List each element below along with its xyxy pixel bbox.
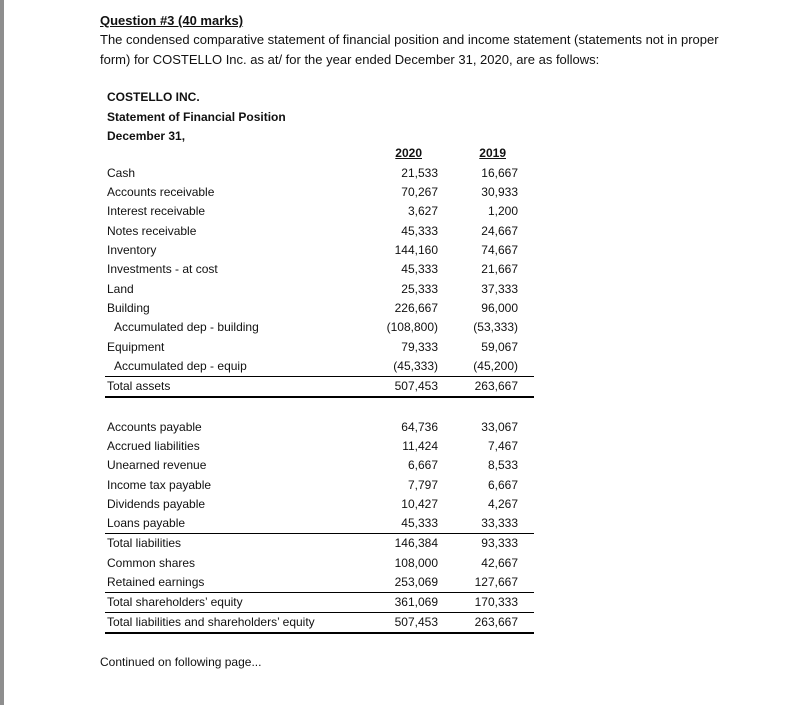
total-row [105, 377, 534, 398]
row-label: Land [107, 282, 134, 296]
table-row [105, 280, 534, 299]
value-2020: 226,667 [394, 301, 438, 315]
table-row [105, 183, 534, 202]
value-2020: 10,427 [401, 497, 438, 511]
value-2019: 8,533 [487, 458, 518, 472]
value-2019: 7,467 [487, 439, 518, 453]
row-label: Unearned revenue [107, 458, 207, 472]
value-2020: 507,453 [394, 379, 438, 393]
table-row [105, 418, 534, 437]
value-2019: 1,200 [487, 204, 518, 218]
table-row [105, 318, 534, 337]
value-2019: 24,667 [481, 224, 518, 238]
table-row [105, 476, 534, 495]
value-2020: 45,333 [401, 262, 438, 276]
table-row [105, 222, 534, 241]
year-2019-header: 2019 [479, 146, 506, 160]
value-2019: 74,667 [481, 243, 518, 257]
value-2020: 146,384 [394, 536, 438, 550]
question-title: Question #3 (40 marks) [100, 13, 244, 28]
value-2019: 33,333 [481, 516, 518, 530]
value-2020: (108,800) [386, 320, 438, 334]
row-label: Equipment [107, 340, 165, 354]
row-label: Total liabilities and shareholders’ equity [107, 615, 315, 629]
value-2019: 16,667 [481, 166, 518, 180]
value-2020: 79,333 [401, 340, 438, 354]
year-2020-header: 2020 [395, 146, 422, 160]
value-2020: 25,333 [401, 282, 438, 296]
table-row [105, 202, 534, 221]
table-row [105, 514, 534, 534]
value-2020: 7,797 [407, 478, 438, 492]
row-label: Retained earnings [107, 575, 205, 589]
value-2020: 11,424 [402, 439, 438, 453]
value-2019: 127,667 [474, 575, 518, 589]
subtotal-row [105, 593, 534, 613]
table-row [105, 554, 534, 573]
table-row [105, 338, 534, 357]
question-intro: The condensed comparative statement of financial position and income statement (statements not in proper form) for COSTELLO Inc. as at/ for the year ended December 31, 2020, are as follows: [100, 32, 719, 67]
company-name: COSTELLO INC. [107, 90, 200, 104]
table-row [105, 241, 534, 260]
row-label: Accounts receivable [107, 185, 215, 199]
row-label: Interest receivable [107, 204, 206, 218]
value-2020: 3,627 [407, 204, 438, 218]
row-label: Notes receivable [107, 224, 197, 238]
value-2019: 263,667 [474, 379, 518, 393]
statement-date: December 31, [107, 129, 186, 143]
value-2020: 21,533 [401, 166, 438, 180]
value-2020: 144,160 [394, 243, 438, 257]
value-2020: 253,069 [394, 575, 438, 589]
value-2019: 6,667 [487, 478, 518, 492]
row-label: Total assets [107, 379, 171, 393]
row-label: Inventory [107, 243, 157, 257]
value-2019: 30,933 [481, 185, 518, 199]
value-2019: (53,333) [473, 320, 518, 334]
row-label: Accumulated dep - equip [114, 359, 247, 373]
left-border [0, 0, 4, 705]
value-2019: 42,667 [481, 556, 518, 570]
table-row [105, 357, 534, 377]
value-2019: 93,333 [481, 536, 518, 550]
row-label: Building [107, 301, 150, 315]
continued-note: Continued on following page... [100, 655, 262, 669]
value-2020: 507,453 [394, 615, 438, 629]
value-2019: 21,667 [481, 262, 518, 276]
table-row [105, 260, 534, 279]
value-2020: 64,736 [401, 420, 438, 434]
table-row [105, 299, 534, 318]
value-2020: 70,267 [401, 185, 438, 199]
value-2020: 6,667 [407, 458, 438, 472]
value-2020: 45,333 [401, 224, 438, 238]
row-label: Total shareholders’ equity [107, 595, 243, 609]
table-row [105, 164, 534, 183]
value-2019: 37,333 [481, 282, 518, 296]
row-label: Total liabilities [107, 536, 182, 550]
table-row [105, 573, 534, 593]
row-label: Accumulated dep - building [114, 320, 259, 334]
value-2019: 33,067 [481, 420, 518, 434]
row-label: Accrued liabilities [107, 439, 200, 453]
row-label: Loans payable [107, 516, 186, 530]
value-2019: 4,267 [487, 497, 518, 511]
value-2019: 263,667 [474, 615, 518, 629]
value-2019: (45,200) [473, 359, 518, 373]
row-label: Income tax payable [107, 478, 212, 492]
value-2020: 108,000 [394, 556, 438, 570]
total-row [105, 613, 534, 634]
row-label: Dividends payable [107, 497, 206, 511]
value-2020: (45,333) [393, 359, 438, 373]
table-row [105, 437, 534, 456]
value-2020: 361,069 [394, 595, 438, 609]
row-label: Investments - at cost [107, 262, 218, 276]
value-2020: 45,333 [401, 516, 438, 530]
statement-name: Statement of Financial Position [107, 110, 286, 124]
row-label: Accounts payable [107, 420, 202, 434]
row-label: Common shares [107, 556, 196, 570]
value-2019: 96,000 [481, 301, 518, 315]
row-label: Cash [107, 166, 136, 180]
value-2019: 59,067 [481, 340, 518, 354]
subtotal-row [105, 534, 534, 553]
table-row [105, 495, 534, 514]
value-2019: 170,333 [474, 595, 518, 609]
table-row [105, 456, 534, 475]
